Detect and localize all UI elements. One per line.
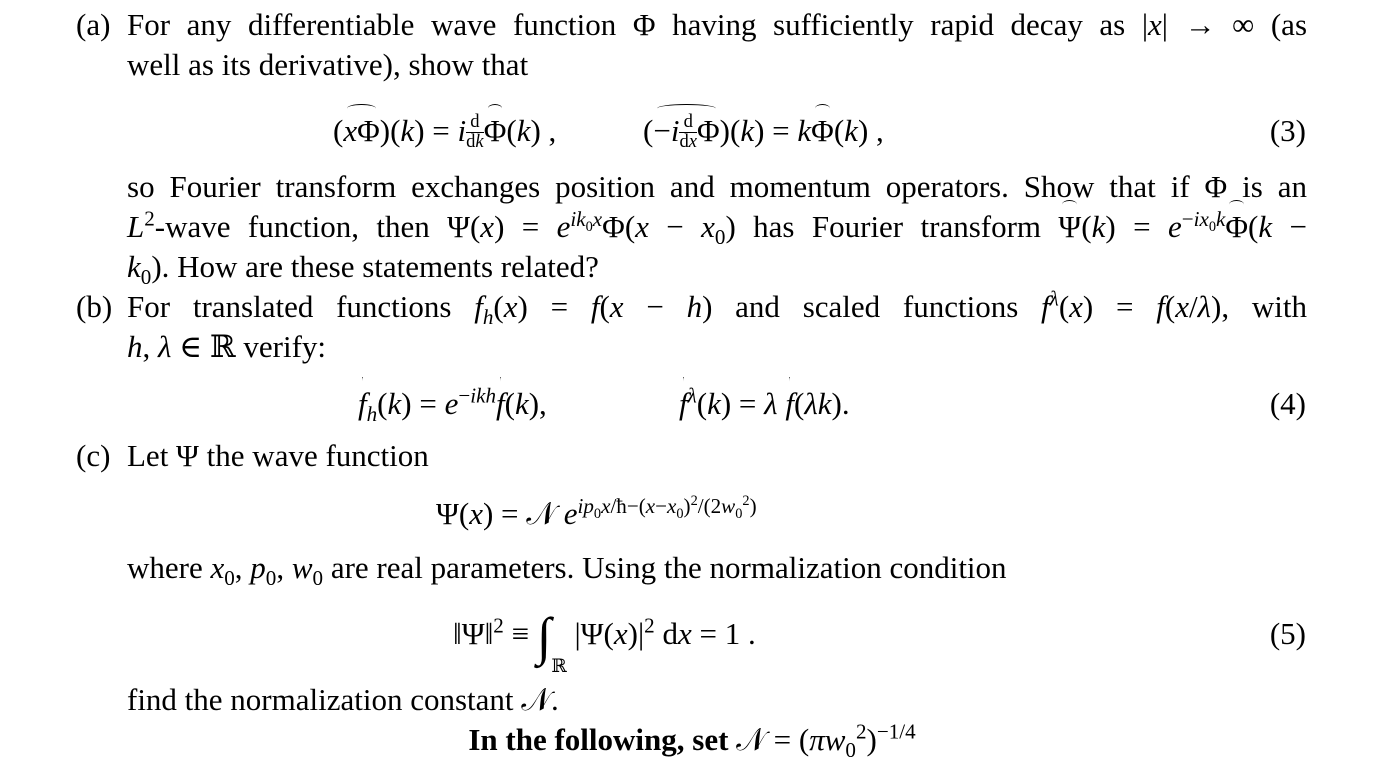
part-c-line-2: where $x_0$, $p_0$, $w_0$ are real parameters. Using the normalization condition [127,550,1007,591]
equation-3-left: (xΦ)(k) = i $\frac{d}{dk}$ Φ(k) , [333,111,557,152]
part-a-line-5: $k_0$). How are these statements related? [127,249,599,290]
part-a-marker: (a) [76,7,111,42]
part-b-marker: (b) [76,289,113,324]
part-c-line-1: Let Ψ the wave function [127,438,429,473]
equation-3-number: (3) [1269,113,1306,148]
part-a-intro-line-2: well as its derivative), show that [127,47,529,82]
part-a-intro-line-1: For any differentiable wave function Φ having sufficiently rapid decay as |x| → ∞ (as [127,7,1308,42]
equation-5-formula: ‖Ψ‖$^2$ ≡ $\int_ℝ$ $|\Psi(x)|^2$ dx = 1 . [453,608,756,677]
equation-3 [0,111,1384,159]
final-instruction: In the following, set 𝒩 = $(\pi w_0^2)^{-1/4}$ [468,719,916,763]
part-b-line-1: For translated functions $f_h(x) = f(x - h)$ and scaled functions $f^\lambda(x) = f(x/\lambda)$, with [127,286,1307,330]
equation-4-left: $f_h(k) = e^{-ikh}f(k)$, [358,383,547,427]
part-a-line-3: so Fourier transform exchanges position and momentum operators. Show that if Φ is an [127,169,1307,204]
part-c-line-3: find the normalization constant 𝒩. [127,682,559,717]
equation-4 [0,384,1384,432]
equation-5 [0,608,1384,677]
equation-5-number: (5) [1269,616,1306,651]
part-a-line-4: $L^2$-wave function, then $\Psi(x) = e^{ik_0x}\Phi(x - x_0)$ has Fourier transform $\Psi(k) = e^{-ix_0k}\Phi(k$ − [127,206,1308,250]
equation-3-right: (−i $\frac{d}{dx}$ Φ)(k) = kΦ(k) , [643,111,884,152]
wavefunction-equation [0,494,1384,542]
wavefunction-formula: Ψ(x) = 𝒩 $e^{ip_0x/ħ-(x-x_0)^2/(2w_0^2)}$ [436,492,757,531]
part-b-line-2: h, λ ∈ ℝ verify: [127,329,327,364]
equation-4-number: (4) [1269,386,1306,421]
part-c-marker: (c) [76,438,111,473]
equation-4-right: $f^\lambda(k) = \lambda$ f(λk). [679,384,850,424]
